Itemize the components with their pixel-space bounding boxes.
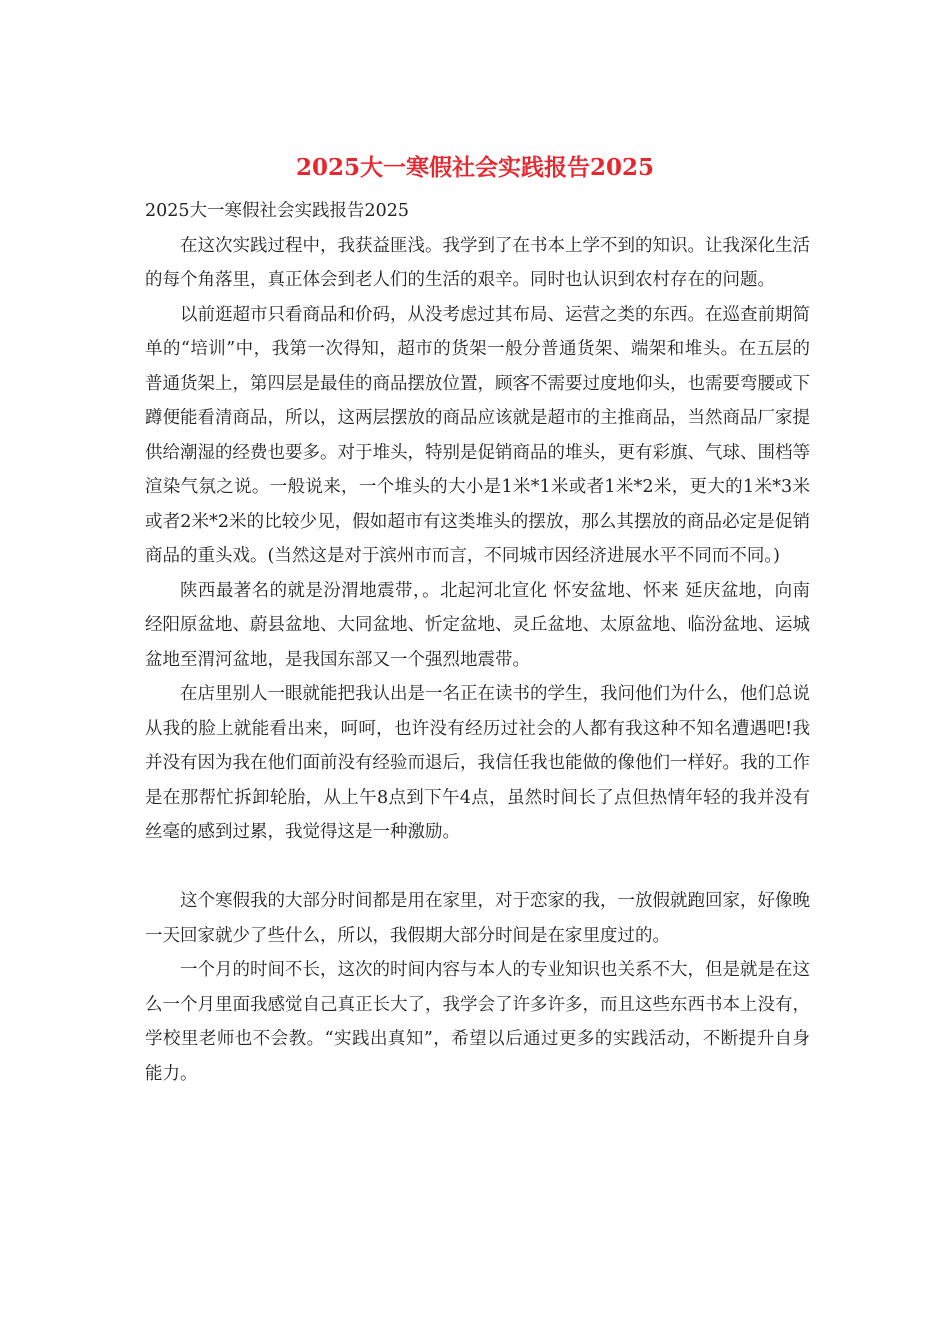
paragraph-3: 陕西最著名的就是汾渭地震带，。北起河北宣化 怀安盆地、怀来 延庆盆地，向南经阳原盆地、蔚县盆地、大同盆地、忻定盆地、灵丘盆地、太原盆地、临汾盆地、运城盆地至渭河盆地，是我国东部又一个强烈地震带。 (145, 580, 810, 670)
document-subtitle: 2025大一寒假社会实践报告2025 (145, 201, 410, 221)
document-body (145, 194, 810, 1091)
paragraph-5: 这个寒假我的大部分时间都是用在家里，对于恋家的我，一放假就跑回家，好像晚一天回家就少了些什么，所以，我假期大部分时间是在家里度过的。 (145, 891, 810, 946)
paragraph-2: 以前逛超市只看商品和价码，从没考虑过其布局、运营之类的东西。在巡查前期简单的“培训”中，我第一次得知，超市的货架一般分普通货架、端架和堆头。在五层的普通货架上，第四层是最佳的商品摆放位置，顾客不需要过度地仰头，也需要弯腰或下蹲便能看清商品，所以，这两层摆放的商品应该就是超市的主推商品，当然商品厂家提供给潮湿的经费也要多。对于堆头，特别是促销商品的堆头，更有彩旗、气球、围档等渲染气氛之说。一般说来，一个堆头的大小是1米*1米或者1米*2米，更大的1米*3米或者2米*2米的比较少见，假如超市有这类堆头的摆放，那么其摆放的商品必定是促销商品的重头戏。(当然这是对于滨州市而言，不同城市因经济进展水平不同而不同。) (145, 304, 810, 566)
paragraph-6: 一个月的时间不长，这次的时间内容与本人的专业知识也关系不大，但是就是在这么一个月里面我感觉自己真正长大了，我学会了许多许多，而且这些东西书本上没有，学校里老师也不会教。“实践出真知”，希望以后通过更多的实践活动，不断提升自身能力。 (145, 960, 810, 1084)
paragraph-1: 在这次实践过程中，我获益匪浅。我学到了在书本上学不到的知识。让我深化生活的每个角落里，真正体会到老人们的生活的艰辛。同时也认识到农村存在的问题。 (145, 235, 810, 290)
document-title: 2025大一寒假社会实践报告2025 (295, 154, 655, 181)
paragraph-4: 在店里别人一眼就能把我认出是一名正在读书的学生，我问他们为什么，他们总说从我的脸上就能看出来，呵呵，也许没有经历过社会的人都有我这种不知名遭遇吧!我并没有因为我在他们面前没有经验而退后，我信任我也能做的像他们一样好。我的工作是在那帮忙拆卸轮胎，从上午8点到下午4点，虽然时间长了点但热情年轻的我并没有丝毫的感到过累，我觉得这是一种激励。 (145, 684, 810, 842)
paragraph-spacer (145, 850, 810, 885)
